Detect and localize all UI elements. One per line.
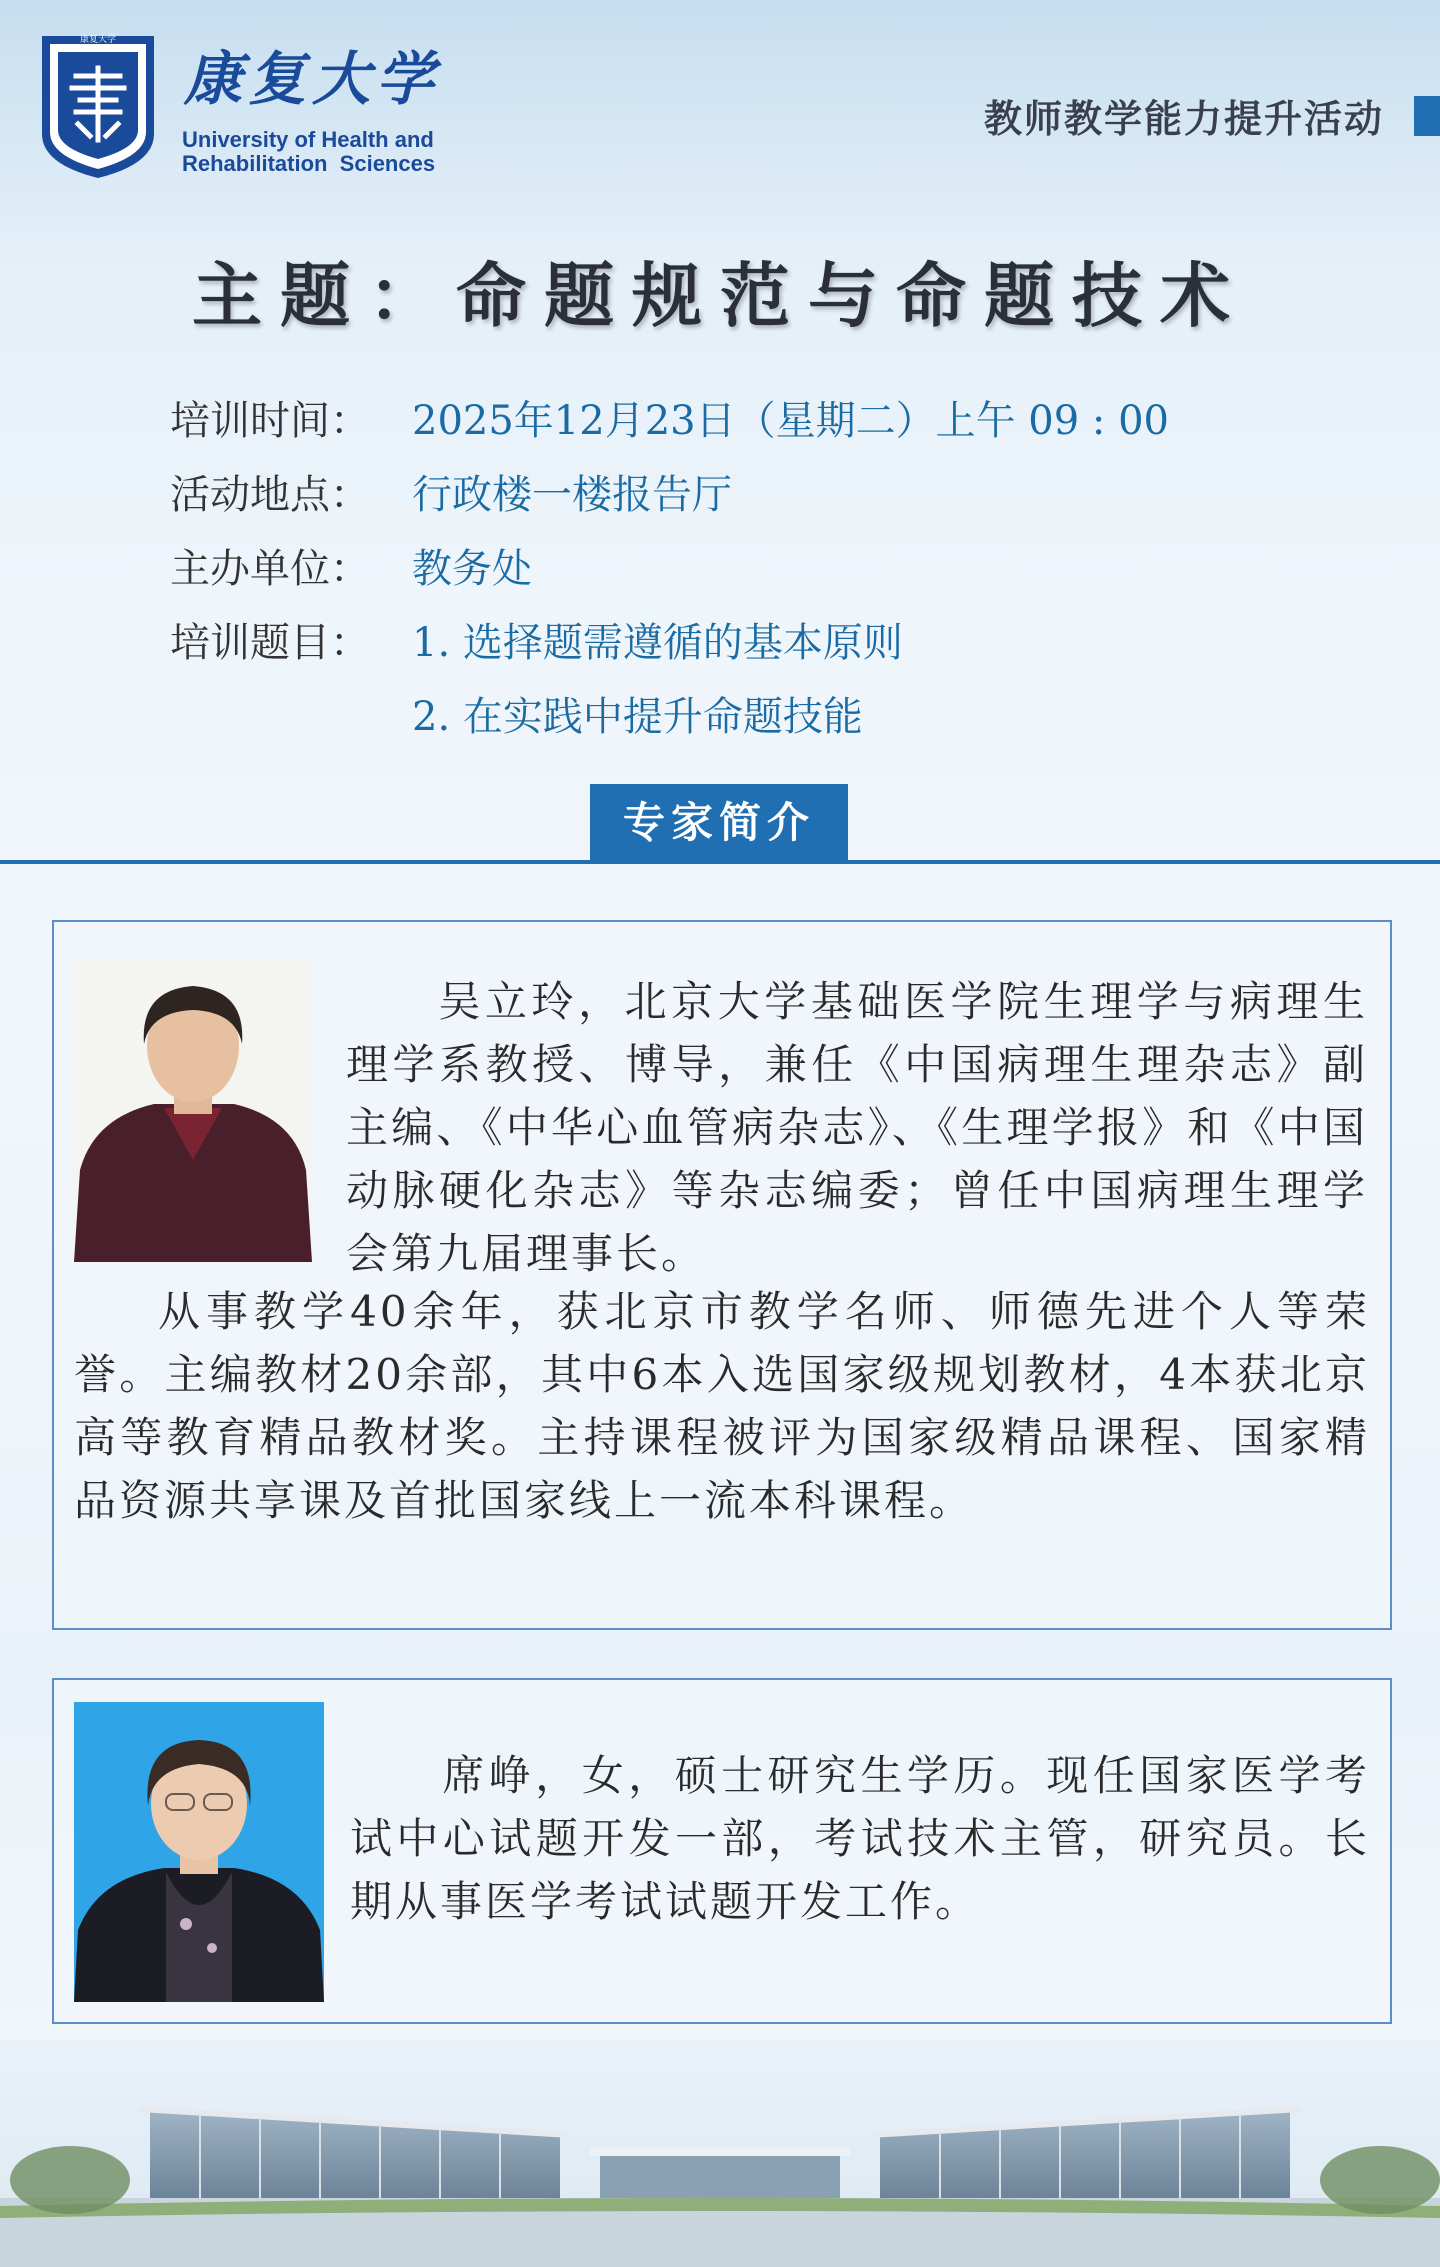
expert-photo <box>74 960 312 1262</box>
campus-building-illustration <box>0 2040 1440 2267</box>
section-title-experts: 专家简介 <box>590 784 848 862</box>
university-seal-logo <box>36 30 160 182</box>
topic-item: 1. 选择题需遵循的基本原则 <box>412 619 903 666</box>
info-row-place <box>170 454 1320 528</box>
activity-accent-bar <box>1414 96 1440 136</box>
topics-label: 培训题目： <box>170 619 370 666</box>
info-row-topics <box>170 602 1320 676</box>
info-row-topics-2 <box>170 676 1320 750</box>
page-title: 主题：命题规范与命题技术 <box>192 254 1248 337</box>
activity-label: 教师教学能力提升活动 <box>983 96 1384 141</box>
place-label: 活动地点： <box>170 471 370 518</box>
expert-card <box>52 1678 1392 2024</box>
info-row-time <box>170 380 1320 454</box>
expert-card <box>52 920 1392 1630</box>
seal-text: 康复大学 <box>79 35 117 45</box>
place-value: 行政楼一楼报告厅 <box>412 471 732 518</box>
topic-item: 2. 在实践中提升命题技能 <box>412 693 863 740</box>
university-name-cn: 康复大学 <box>184 45 441 113</box>
university-name-en-line1: University of Health and <box>182 127 434 152</box>
expert-bio-intro: 吴立玲，北京大学基础医学院生理学与病理生理学系教授、博导，兼任《中国病理生理杂志》副主编、《中华心血管病杂志》、《生理学报》和《中国动脉硬化杂志》等杂志编委；曾任中国病理生理学会第九届理事长。 <box>346 977 1368 1278</box>
expert-photo <box>74 1702 324 2002</box>
time-label: 培训时间： <box>170 397 370 444</box>
time-value: 2025年12月23日（星期二）上午 09 : 00 <box>412 397 1170 444</box>
host-value: 教务处 <box>412 545 532 592</box>
section-divider <box>0 860 1440 864</box>
portrait-image <box>74 1702 324 2002</box>
training-info <box>170 380 1320 750</box>
university-name-en <box>182 128 435 176</box>
expert-bio-more: 从事教学40余年，获北京市教学名师、师德先进个人等荣誉。主编教材20余部，其中6本入选国家级规划教材，4本获北京高等教育精品教材奖。主持课程被评为国家级精品课程、国家精品资源共享课及首批国家线上一流本科课程。 <box>74 1287 1370 1525</box>
expert-bio-intro: 席峥，女，硕士研究生学历。现任国家医学考试中心试题开发一部，考试技术主管，研究员。长期从事医学考试试题开发工作。 <box>350 1751 1370 1926</box>
info-row-host <box>170 528 1320 602</box>
portrait-image <box>74 960 312 1262</box>
university-name-en-line2: Rehabilitation Sciences <box>182 151 436 176</box>
host-label: 主办单位： <box>170 545 370 592</box>
